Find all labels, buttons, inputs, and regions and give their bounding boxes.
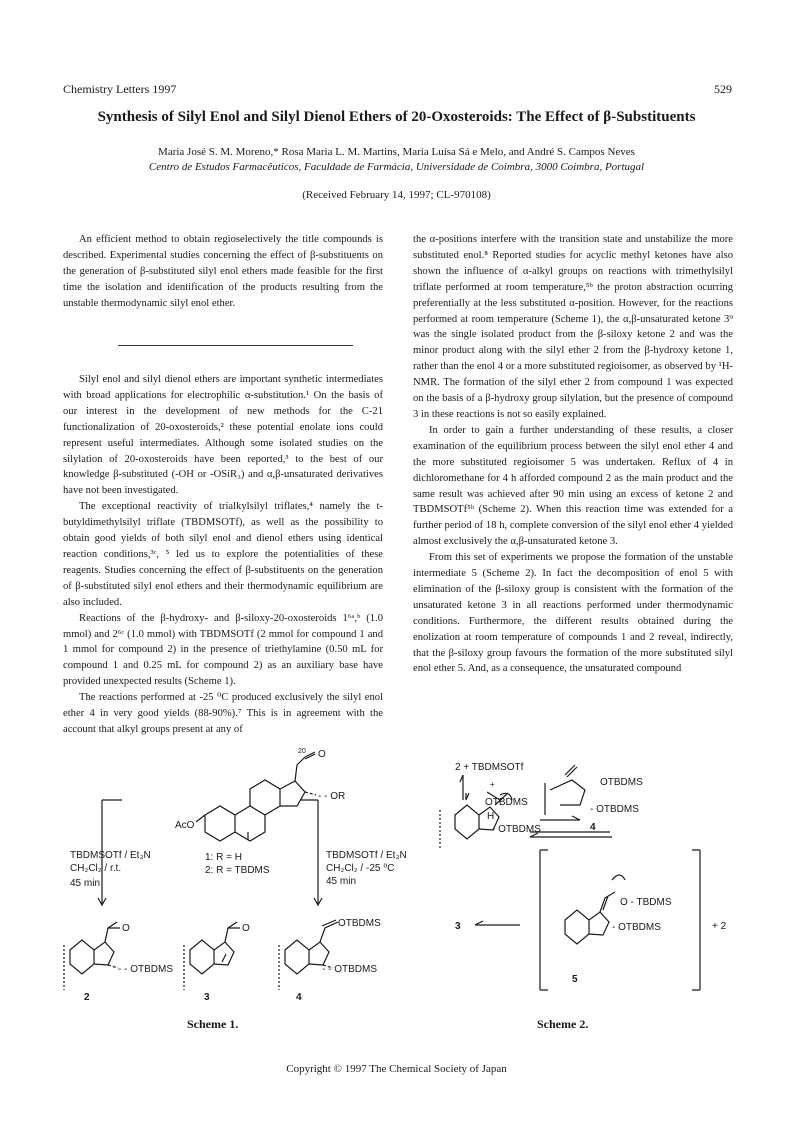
scheme2-caption: Scheme 2. [537,1017,589,1031]
r1-label: 1: R = H [205,852,242,863]
compound-3-number: 3 [204,992,210,1003]
abstract-divider [118,345,353,346]
compound-4-number: 4 [590,822,596,833]
left-condition-2: CH₂Cl₂ / r.t. [70,863,122,874]
top-reactants: 2 + TBDMSOTf [455,762,524,773]
o-tbdms: O - TBDMS [620,897,672,908]
paragraph: the α-positions interfere with the transition state and unstabilize the more substituted enol.⁸ Reported studies for acyclic methyl ketones have also shown the influence of α-alkyl groups on reactions with trimethylsilyl triflate performed at room temperature,⁵ᵇ the proton abstraction ocurring preferentially at the less substituted α-position. However, for the reactions performed at room temperature (Scheme 1), the α,β-unsaturated ketone 3⁹ was the single isolated product from the β-siloxy ketone 2 and was the minor product along with the silyl ether 2 from the β-hydroxy ketone 1, rather than the enol 4 or a more substituted regioisomer, as observed by ¹H-NMR. The formation of the silyl ether 2 from compound 1 was expected on the basis of a β-hydroxy group silylation, but the presence of compound 3 in these reactions is not so easily explained. [413,234,733,420]
paragraph: Silyl enol and silyl dienol ethers are important synthetic intermediates with broad applications for electrophilic α-substitution.¹ On the basis of our interest in the development of new methods for the C-21 functionalization of 20-oxosteroids,² these potential enolate ions could represent useful intermediates. Although some isolated studies on the silylation of 20-oxosteroids have been reported,³ to the best of our knowledge β-substituted (-OH or -OSiR₃) and α,β-unsaturated derivatives have not been investigated. [63,374,383,497]
compound-3-number: 3 [455,921,461,932]
left-column [63,232,383,312]
plus-charge: + [490,780,495,789]
right-condition-1: TBDMSOTf / Et₃N [326,850,407,861]
reaction-schemes [0,735,793,1025]
paragraph: Reactions of the β-hydroxy- and β-siloxy-20-oxosteroids 1⁶ᵃ,ᵇ (1.0 mmol) and 2⁶ᶜ (1.0 mmol) with TBDMSOTf (2 mmol for compound 1 and 1 mmol for compound 2) in the presence of triethylamine (0.50 mL for compound 1 and 0.25 mL for compound 2) as an auxiliary base have provided unexpected results (Scheme 1). [63,612,383,688]
otbdms-d: - OTBDMS [612,922,661,933]
paper-title: Synthesis of Silyl Enol and Silyl Dienol Ethers of 20-Oxosteroids: The Effect of β-Substituents [97,109,696,125]
copyright-footer: Copyright © 1997 The Chemical Society of Japan [286,1063,507,1075]
otbdms-b: OTBDMS [600,777,643,788]
p3-oxo: O [242,923,250,934]
plus-2: + 2 [712,921,727,932]
affiliation: Centro de Estudos Farmacêuticos, Faculdade de Farmácia, Universidade de Coimbra, 3000 Coimbra, Portugal [148,161,645,173]
paragraph: From this set of experiments we propose the formation of the unstable intermediate 5 (Scheme 2). In fact the decomposition of enol 5 with elimination of the β-siloxy group is consistent with the formation of the unsaturated ketone 3 in all reactions performed under thermodynamic conditions. Furthermore, the different results obtained during the enolization at room temperature of compounds 1 and 2 reveal, indirectly, that the β-siloxy group favours the formation of the more substituted silyl enol ether 5. And, as a consequence, the unsaturated compound [413,552,733,675]
aco-label: AcO [175,820,195,831]
oxo-label: O [318,749,326,760]
p2-oxo: O [122,923,130,934]
c20-label: 20 [298,748,306,755]
received-date: (Received February 14, 1997; CL-970108) [302,189,491,201]
scheme1-labels [70,748,407,1003]
compound-2-number: 2 [84,992,90,1003]
compound-5-number: 5 [572,974,578,985]
scheme2-drawing [440,765,700,990]
compound-4-number: 4 [296,992,302,1003]
paragraph: The exceptional reactivity of trialkylsilyl triflates,⁴ namely the t-butyldimethylsilyl triflate (TBDMSOTf), as well as the possibility to obtain good yields of both silyl enol and dienol ethers using identical reaction conditions,³ᶜ, ⁵ led us to explore the potentialities of these reagents. Studies concerning the effect of β-substituents on the generation of β-substituted silyl enol ethers and their thermodynamic equilibrium are also included. [63,501,383,608]
page-number: 529 [714,82,732,96]
left-condition-3: 45 min [70,878,101,889]
paragraph: In order to gain a further understanding of these results, a closer examination of the equilibrium process between the silyl enol ether 4 and the more substituted regioisomer 5 was undertaken. Reflux of 4 in dichloromethane for 4 h afforded compound 2 as the main product and the same result was achieved after 90 min using an excess of ketone 2 and TBDMSOTf⁵ᵇ (Scheme 2). When this reaction time was extended for a further period of 18 h, complete conversion of the silyl enol ether 4 yielded almost exclusively the α,β-unsaturated ketone 3. [413,424,733,548]
paragraph: The reactions performed at -25 ⁰C produced exclusively the silyl enol ether 4 in very good yields (88-90%).⁷ This is in agreement with the account that alkyl groups present at any of [63,692,383,735]
otbdms-a: OTBDMS [485,797,528,808]
right-column [413,232,733,677]
left-body [63,372,383,738]
or-label: - - OR [318,791,346,802]
right-condition-2: CH₂Cl₂ / -25 ⁰C [326,863,395,874]
abstract: An efficient method to obtain regioselectively the title compounds is described. Experimental studies concerning the effect of β-substituents on the generation of β-substituted silyl enol ethers made feasible for the first time the isolation and identification of the products resulting from the unstable thermodynamic silyl enol ether. [63,234,383,309]
scheme1-caption: Scheme 1. [187,1017,239,1031]
r2-label: 2: R = TBDMS [205,865,270,876]
otbdms-c: - OTBDMS [590,804,639,815]
scheme2-labels [455,762,727,985]
left-condition-1: TBDMSOTf / Et₃N [70,850,151,861]
journal-header: Chemistry Letters 1997 [63,82,177,96]
right-condition-3: 45 min [326,876,357,887]
authors: Maria José S. M. Moreno,* Rosa Maria L. M. Martins, Maria Luísa Sá e Melo, and André S. Campos Neves [158,146,635,158]
p4-substituent-1: OTBDMS [338,918,381,929]
p4-substituent-2: - - OTBDMS [322,964,377,975]
p2-substituent: - - OTBDMS [118,964,173,975]
h-label: H [487,811,495,822]
sub-a: - OTBDMS [492,824,541,835]
